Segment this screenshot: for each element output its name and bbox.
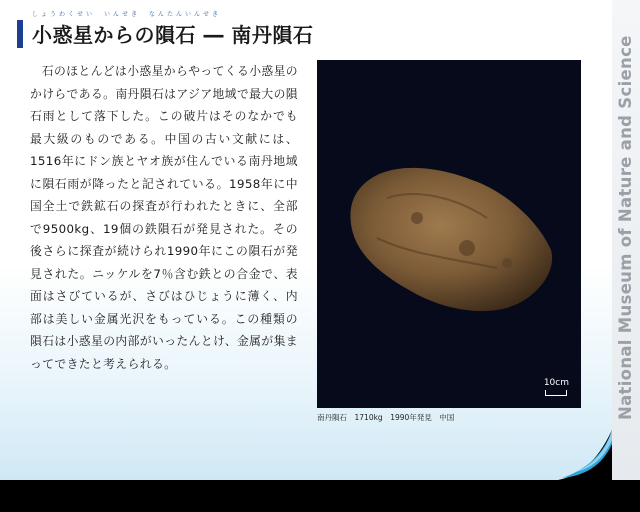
title-accent-bar xyxy=(17,20,23,48)
scale-bar xyxy=(545,390,567,396)
scale-label: 10cm xyxy=(543,378,569,388)
page-title: 小惑星からの隕石 ― 南丹隕石 xyxy=(32,23,314,47)
meteorite-image xyxy=(347,158,557,318)
page-curl-decoration xyxy=(558,430,612,480)
museum-name: National Museum of Nature and Science xyxy=(616,35,635,420)
meteorite-photo xyxy=(317,60,581,408)
description-text: 石のほとんどは小惑星からやってくる小惑星のかけらである。南丹隕石はアジア地域で最大の隕石雨として落下した。この破片はそのなかでも最大級のものである。中国の古い文献には、1516年にドン族とヤオ族が住んでいる南丹地域に隕石雨が降ったと記されている。1958年に中国全土で鉄鉱石の探査が行われたときに、全部で9500kg、19個の鉄隕石が発見された。その後さらに探査が続けられ1990年にこの隕石が発見された。ニッケルを7％含む鉄との合金で、表面はさびているが、さびはひじょうに薄く、内部は美しい金属光沢をもっている。この種類の隕石は小惑星の内部がいったんとけ、金属が集まってできたと考えられる。 xyxy=(30,64,298,371)
scale-indicator xyxy=(544,378,569,396)
photo-caption: 南丹隕石 1710kg 1990年発見 中国 xyxy=(317,413,455,422)
title-ruby: しょうわくせい いんせき なんたんいんせき xyxy=(32,11,222,18)
